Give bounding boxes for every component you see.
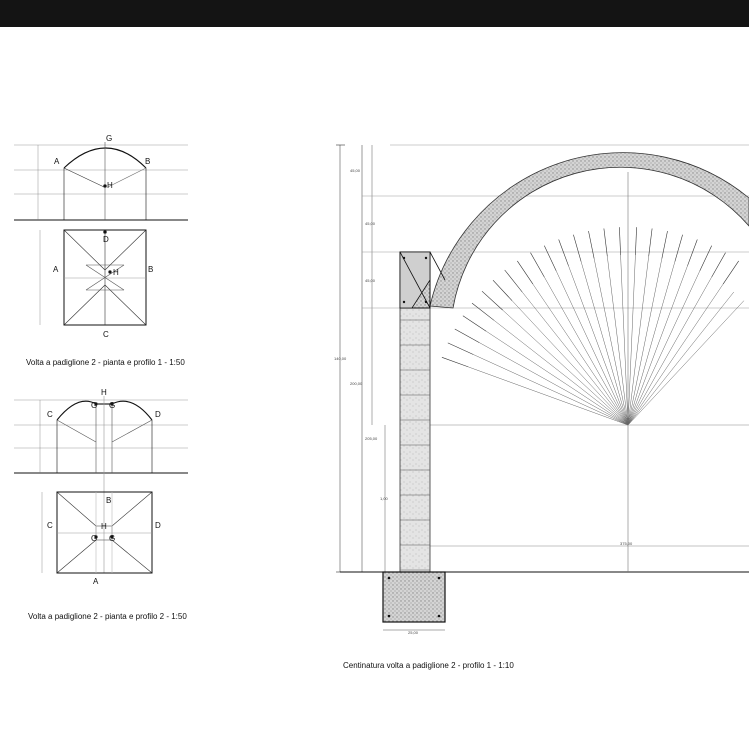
radial-line [479,343,628,425]
dim-45-1: 45,00 [350,168,361,173]
radial-line [494,320,628,425]
dim-140: 140,00 [334,356,347,361]
voussoir-joint [573,235,581,262]
voussoir-joint [559,240,569,266]
voussoir-joint [635,227,636,255]
voussoir-joint [493,280,512,301]
label-C-plan: C [47,521,53,530]
label-D-plan: D [155,521,161,530]
radial-line [607,256,628,425]
radial-line [486,331,628,425]
caption-figure-1: Volta a padiglione 2 - pianta e profilo 1 - 1:50 [26,358,185,367]
label-G-left: G [91,401,98,410]
label-A: A [93,577,99,586]
caption-figure-2: Volta a padiglione 2 - pianta e profilo 2 - 1:50 [28,612,187,621]
radial-line [628,301,744,425]
label-B: B [106,496,112,505]
figure-3-dimensions [334,168,633,635]
radial-line [628,277,712,425]
voussoir-joint [662,231,668,258]
label-H-plan: H [101,522,107,531]
voussoir-joint [688,240,698,266]
label-C: C [103,330,109,339]
voussoir-joint [675,235,683,262]
label-A-profile: A [54,157,60,166]
dim-45-3: 45,00 [365,278,376,283]
voussoir-joint [472,303,494,320]
dim-45-2: 45,00 [365,221,376,226]
dim-1: 1,00 [380,496,388,501]
radial-line [621,255,628,425]
voussoir-joint [619,227,620,255]
dim-205: 205,00 [365,436,378,441]
voussoir-joint [723,261,739,284]
label-H: H [101,388,107,397]
label-G: G [106,134,113,143]
label-G-plan-right: G [109,534,116,543]
voussoir-joint [455,329,480,343]
radial-line [544,277,628,425]
voussoir-joint [544,246,556,271]
radial-line [628,266,688,425]
radial-line [628,256,649,425]
voussoir-joint [712,253,726,277]
radial-line [512,301,628,425]
figure-2-profile-and-plan [14,396,188,573]
figure-3-centering [336,145,749,630]
voussoir-joint [505,270,523,292]
radial-line [628,255,635,425]
label-G-right: G [109,401,116,410]
voussoir-joint [589,231,595,258]
voussoir-joint [448,343,474,355]
caption-figure-3: Centinatura volta a padiglione 2 - profilo 1 - 1:10 [343,661,514,670]
radial-line [581,262,628,425]
label-H-plan: H [113,268,119,277]
label-A-plan: A [53,265,59,274]
voussoir-joint [442,357,468,367]
dim-200: 200,00 [350,381,363,386]
label-D: D [103,235,109,244]
voussoir-joint [517,261,533,284]
label-G-plan-left: G [91,534,98,543]
radial-line [473,355,628,426]
voussoir-joint [482,291,503,310]
dim-375: 375,00 [620,541,633,546]
radial-line [468,367,628,425]
radial-line [569,266,629,425]
label-B-plan: B [148,265,154,274]
label-D-profile: D [155,410,161,419]
label-H-profile: H [107,181,113,190]
label-C-profile: C [47,410,53,419]
radial-line [628,262,675,425]
voussoir-joint [700,246,712,271]
radial-line [503,310,628,425]
figure-1-profile-and-plan [14,142,188,325]
label-B-profile: B [145,157,151,166]
voussoir-joint [463,316,486,332]
dim-25: 25,00 [408,630,419,635]
voussoir-joint [531,253,545,277]
